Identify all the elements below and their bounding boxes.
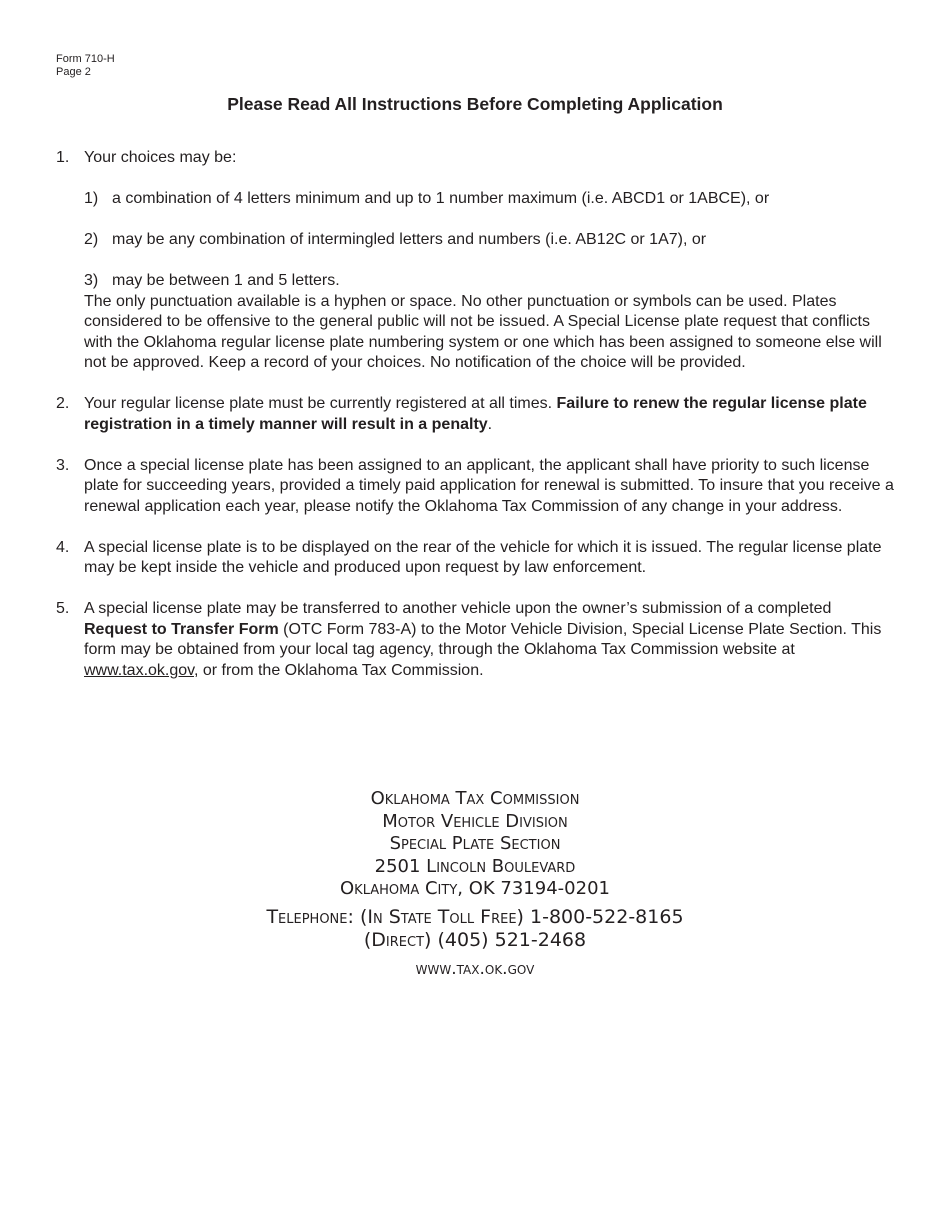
item-number: 3. <box>56 456 70 474</box>
choice-item-2 <box>84 230 896 251</box>
page-number: Page 2 <box>56 66 91 78</box>
instruction-item-4 <box>56 538 896 579</box>
choice-item-3 <box>84 271 896 292</box>
item-number: 5. <box>56 600 70 617</box>
form-number: Form 710-H <box>56 53 115 65</box>
page-title: Please Read All Instructions Before Completing Application <box>227 94 723 114</box>
choice-number: 2) <box>84 231 99 248</box>
item-text-b: (OTC Form 783-A) to the Motor Vehicle Division, Special License Plate Section. This form may be obtained from your local tag agency, through the Oklahoma Tax Commission website at <box>84 620 882 658</box>
instructions-list <box>56 148 896 702</box>
item-intro: Your choices may be: <box>84 149 237 166</box>
choice-text: a combination of 4 letters minimum and up to 1 number maximum (i.e. ABCD1 or 1ABCE), or <box>112 190 770 207</box>
instruction-item-2 <box>56 394 896 435</box>
item-text-a: A special license plate may be transferred to another vehicle upon the owner’s submission of a completed <box>84 600 832 617</box>
agency-name: Oklahoma Tax Commission <box>370 788 580 809</box>
contact-block <box>0 788 950 980</box>
item-text-plain: Your regular license plate must be currently registered at all times. <box>84 395 557 412</box>
website-url[interactable]: www.tax.ok.gov <box>415 958 535 979</box>
item-number: 2. <box>56 395 70 412</box>
item-number: 1. <box>56 149 70 166</box>
city-state-zip: Oklahoma City, OK 73194-0201 <box>340 878 610 899</box>
item-text-end: . <box>487 415 493 433</box>
item-text-c: , or from the Oklahoma Tax Commission. <box>193 661 484 679</box>
punctuation-paragraph: The only punctuation available is a hyphen or space. No other punctuation or symbols can be used. Plates considered to be offensive to the general public will not be issued. A Special License plate request that conflicts with the Oklahoma regular license plate numbering system or one which has been assigned to someone else will not be approved. Keep a record of your choices. No notification of the choice will be provided. <box>84 292 882 371</box>
toll-free-phone: Telephone: (In State Toll Free) 1-800-522-8165 <box>266 905 684 928</box>
instruction-item-1 <box>56 148 896 374</box>
instruction-item-3 <box>56 456 896 518</box>
website-link[interactable]: www.tax.ok.gov <box>84 661 194 679</box>
penalty-warning: Failure to renew the regular license plate registration in a timely manner will result in a penalty <box>84 395 867 433</box>
street-address: 2501 Lincoln Boulevard <box>374 855 576 877</box>
item-number: 4. <box>56 538 70 556</box>
choice-item-1 <box>84 189 896 210</box>
choice-text: may be any combination of intermingled letters and numbers (i.e. AB12C or 1A7), or <box>112 231 707 248</box>
transfer-form-name: Request to Transfer Form <box>84 620 279 638</box>
instruction-item-5 <box>56 599 896 681</box>
division-name: Motor Vehicle Division <box>382 810 568 832</box>
item-text <box>84 394 896 435</box>
choice-text: may be between 1 and 5 letters. <box>112 272 340 289</box>
item-text: A special license plate is to be displayed on the rear of the vehicle for which it is issued. The regular license plate may be kept inside the vehicle and produced upon request by law enforcement. <box>84 538 882 576</box>
form-identifier <box>56 53 115 79</box>
section-name: Special Plate Section <box>389 833 561 854</box>
choice-number: 1) <box>84 190 99 207</box>
item-text: Once a special license plate has been assigned to an applicant, the applicant shall have priority to such license plate for succeeding years, provided a timely paid application for renewal is submitted. To insure that you receive a renewal application each year, please notify the Oklahoma Tax Commission of any change in your address. <box>84 456 894 515</box>
direct-phone: (Direct) (405) 521-2468 <box>363 929 587 951</box>
choice-number: 3) <box>84 272 99 289</box>
item-text <box>84 599 896 681</box>
